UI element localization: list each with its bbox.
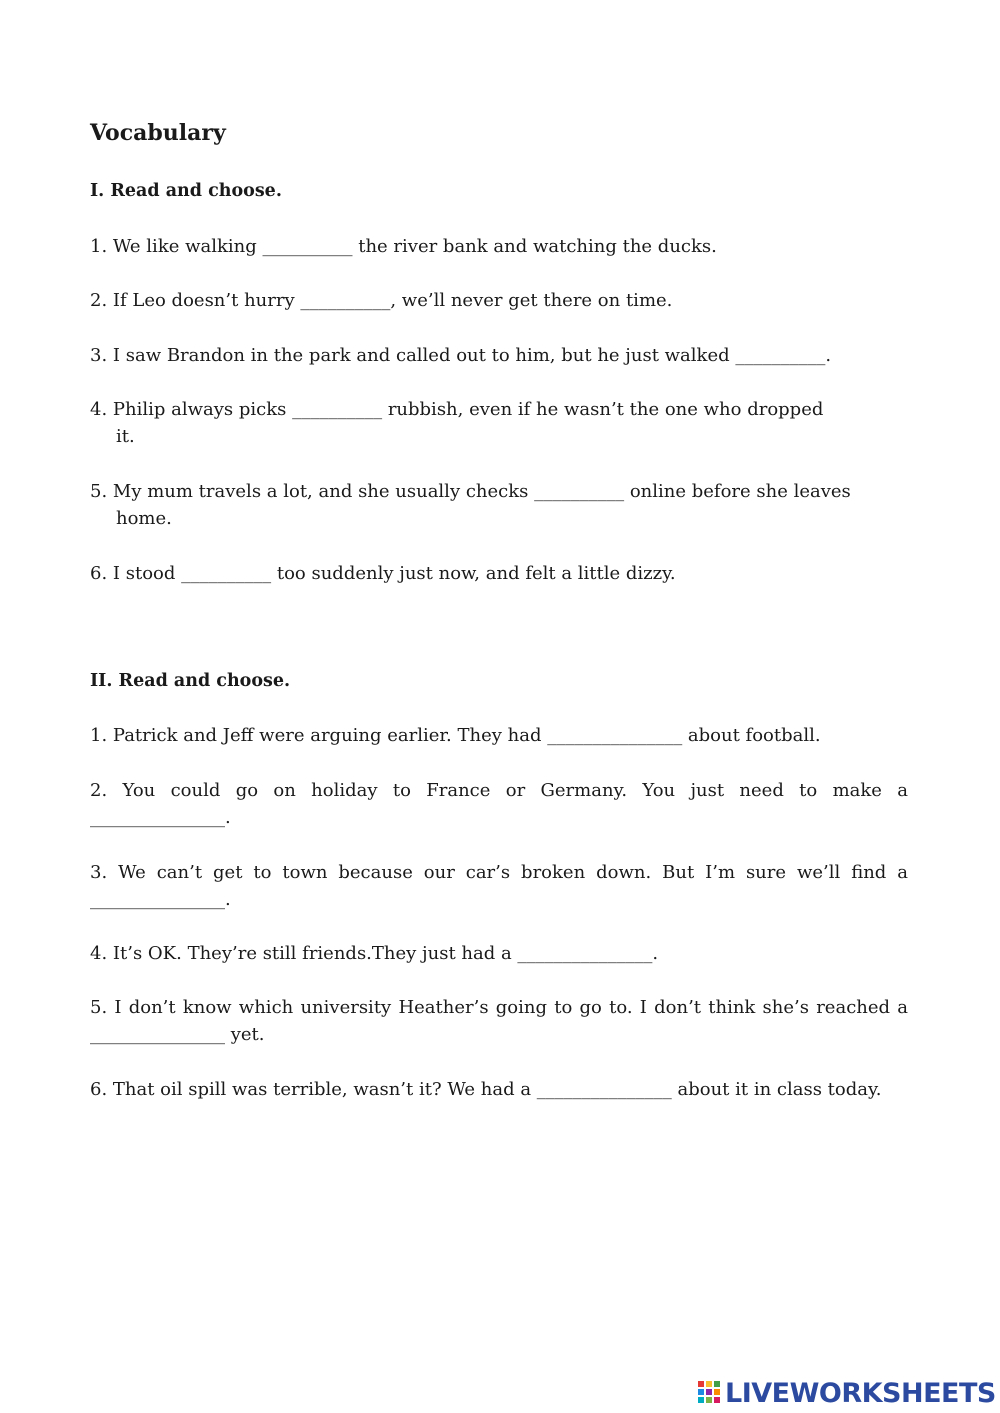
section-2-item-1: 1. Patrick and Jeff were arguing earlier. They had _______________ about football.: [90, 725, 821, 746]
section-1-heading: I. Read and choose.: [90, 181, 282, 201]
section-1-item-5: 5. My mum travels a lot, and she usually checks __________ online before she leaves home.: [90, 481, 851, 529]
section-1-item-3: 3. I saw Brandon in the park and called out to him, but he just walked __________.: [90, 345, 832, 366]
section-2-item-3: 3. We can’t get to town because our car’s broken down. But I’m sure we’ll find a _______________.: [90, 862, 908, 910]
section-2-item-2: 2. You could go on holiday to France or Germany. You just need to make a _______________.: [90, 780, 908, 828]
section-1-item-4: 4. Philip always picks __________ rubbish, even if he wasn’t the one who dropped it.: [90, 399, 824, 447]
section-1-item-2: 2. If Leo doesn’t hurry __________, we’ll never get there on time.: [90, 290, 673, 311]
liveworksheets-logo: [697, 1376, 996, 1410]
section-2-item-5: 5. I don’t know which university Heather’s going to go to. I don’t think she’s reached a _______________ yet.: [90, 997, 908, 1045]
liveworksheets-logo-icon: [697, 1379, 721, 1407]
section-2-heading: II. Read and choose.: [90, 671, 291, 691]
section-2-item-4: 4. It’s OK. They’re still friends.They just had a _______________.: [90, 943, 659, 964]
logo-text: LIVEWORKSHEETS: [725, 1377, 996, 1409]
section-2-item-6: 6. That oil spill was terrible, wasn’t it? We had a _______________ about it in class today.: [90, 1079, 882, 1100]
page-title: Vocabulary: [90, 120, 226, 146]
section-1-item-1: 1. We like walking __________ the river bank and watching the ducks.: [90, 236, 717, 257]
section-1-item-6: 6. I stood __________ too suddenly just now, and felt a little dizzy.: [90, 563, 676, 584]
